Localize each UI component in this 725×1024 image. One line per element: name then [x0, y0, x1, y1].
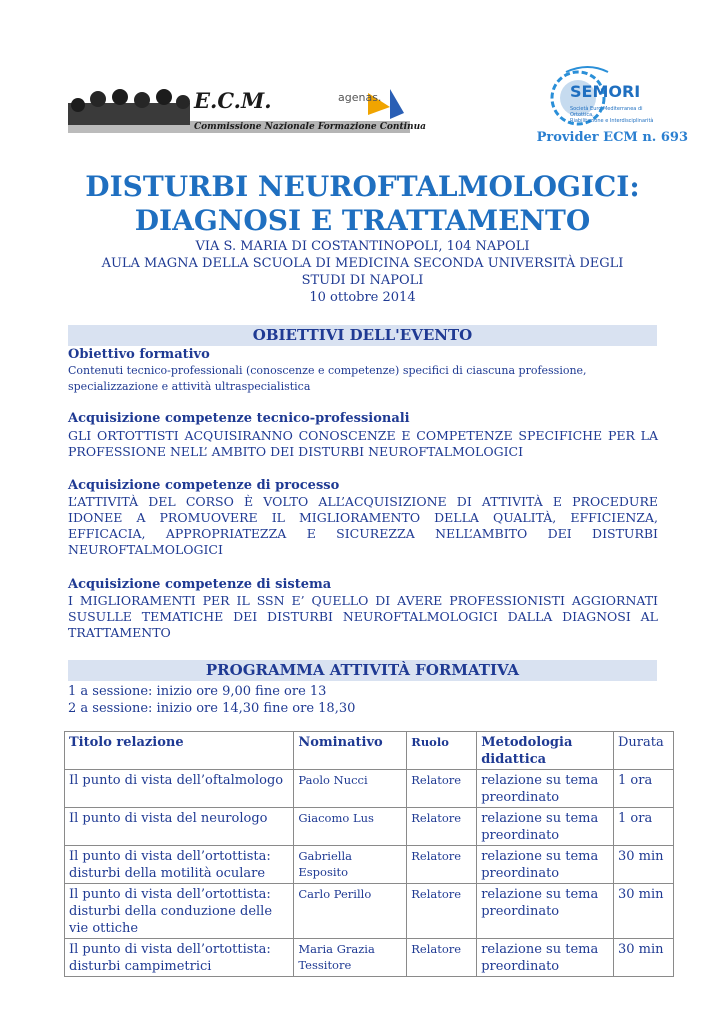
semori-name: SEMORI [570, 82, 641, 101]
event-venue-line1: AULA MAGNA DELLA SCUOLA DI MEDICINA SECONDA UNIVERSITÀ DEGLI [101, 256, 624, 271]
table-row [65, 770, 674, 808]
ecm-subtitle: Commissione Nazionale Formazione Continua [194, 122, 426, 132]
row-title: Il punto di vista dell’oftalmologo [65, 770, 294, 808]
provider-number: Provider ECM n. 693 [536, 130, 688, 145]
program-heading: PROGRAMMA ATTIVITÀ FORMATIVA [68, 660, 657, 681]
session-1: 1 a sessione: inizio ore 9,00 fine ore 13 [68, 684, 327, 699]
row-method: relazione su tema preordinato [477, 939, 614, 977]
row-title: Il punto di vista dell’ortottista: disturbi della motilità oculare [65, 846, 294, 884]
session-2: 2 a sessione: inizio ore 14,30 fine ore 18,30 [68, 701, 356, 716]
col-title-header: Titolo relazione [65, 732, 294, 770]
row-method: relazione su tema preordinato [477, 770, 614, 808]
row-name: Gabriella Esposito [294, 846, 407, 884]
row-name: Maria Grazia Tessitore [294, 939, 407, 977]
objective-process-title: Acquisizione competenze di processo [68, 478, 340, 493]
row-method: relazione su tema preordinato [477, 884, 614, 939]
objectives-heading: OBIETTIVI DELL'EVENTO [68, 325, 657, 346]
row-role: Relatore [407, 808, 477, 846]
row-name: Paolo Nucci [294, 770, 407, 808]
objective-technical-text: GLI ORTOTTISTI ACQUISIRANNO CONOSCENZE E COMPETENZE SPECIFICHE PER LA PROFESSIONE NELL’ AMBITO DEI DISTURBI NEUROFTALMOLOGICI [68, 428, 658, 459]
objective-system-text: I MIGLIORAMENTI PER IL SSN E’ QUELLO DI AVERE PROFESSIONISTI AGGIORNATI SUSULLE TEMATICHE DEI DISTURBI NEUROFTALMOLOGICI DALLA DIAGNOSI AL TRATTAMENTO [68, 593, 658, 640]
row-title: Il punto di vista dell’ortottista: disturbi campimetrici [65, 939, 294, 977]
row-title: Il punto di vista del neurologo [65, 808, 294, 846]
ecm-title: E.C.M. [194, 88, 272, 113]
col-method-header: Metodologia didattica [477, 732, 614, 770]
table-row [65, 884, 674, 939]
row-method: relazione su tema preordinato [477, 808, 614, 846]
ecm-logo [68, 85, 426, 135]
event-title: DISTURBI NEUROFTALMOLOGICI: DIAGNOSI E TRATTAMENTO [85, 170, 640, 237]
table-row [65, 808, 674, 846]
row-duration: 30 min [614, 884, 674, 939]
col-role-header: Ruolo [407, 732, 477, 770]
semori-logo [548, 60, 653, 140]
col-name-header: Nominativo [294, 732, 407, 770]
row-name: Carlo Perillo [294, 884, 407, 939]
row-role: Relatore [407, 770, 477, 808]
event-venue-line2: STUDI DI NAPOLI [301, 273, 424, 288]
row-duration: 1 ora [614, 770, 674, 808]
table-header-row [65, 732, 674, 770]
col-duration-header: Durata [614, 732, 674, 770]
event-location [40, 238, 685, 306]
row-duration: 30 min [614, 939, 674, 977]
event-address: VIA S. MARIA DI COSTANTINOPOLI, 104 NAPOLI [195, 239, 530, 254]
row-name: Giacomo Lus [294, 808, 407, 846]
row-role: Relatore [407, 939, 477, 977]
agenas-label: agenas. [338, 91, 382, 104]
row-duration: 1 ora [614, 808, 674, 846]
program-table [64, 731, 674, 977]
row-role: Relatore [407, 846, 477, 884]
semori-tagline: Società Euro Mediterranea di Ortottica, Riabilitazione e Interdisciplinarità [570, 106, 654, 124]
objective-system-title: Acquisizione competenze di sistema [68, 577, 332, 592]
objective-technical-title: Acquisizione competenze tecnico-professionali [68, 411, 410, 426]
row-method: relazione su tema preordinato [477, 846, 614, 884]
row-role: Relatore [407, 884, 477, 939]
table-row [65, 846, 674, 884]
table-row [65, 939, 674, 977]
objective-formative-text: Contenuti tecnico-professionali (conoscenze e competenze) specifici di ciascuna professione, specializzazione e attività ultraspecialistica [68, 364, 587, 393]
row-duration: 30 min [614, 846, 674, 884]
event-date: 10 ottobre 2014 [309, 290, 416, 305]
row-title: Il punto di vista dell’ortottista: disturbi della conduzione delle vie ottiche [65, 884, 294, 939]
objective-process-text: L’ATTIVITÀ DEL CORSO È VOLTO ALL’ACQUISIZIONE DI ATTIVITÀ E PROCEDURE IDONEE A PROMUOVERE IL MIGLIORAMENTO DELLA QUALITÀ, EFFICIENZA, EFFICACIA, APPROPRIATEZZA E SICUREZZA NELL’AMBITO DEI DISTURBI NEUROFTALMOLOGICI [68, 494, 658, 557]
objective-formative-title: Obiettivo formativo [68, 347, 210, 362]
